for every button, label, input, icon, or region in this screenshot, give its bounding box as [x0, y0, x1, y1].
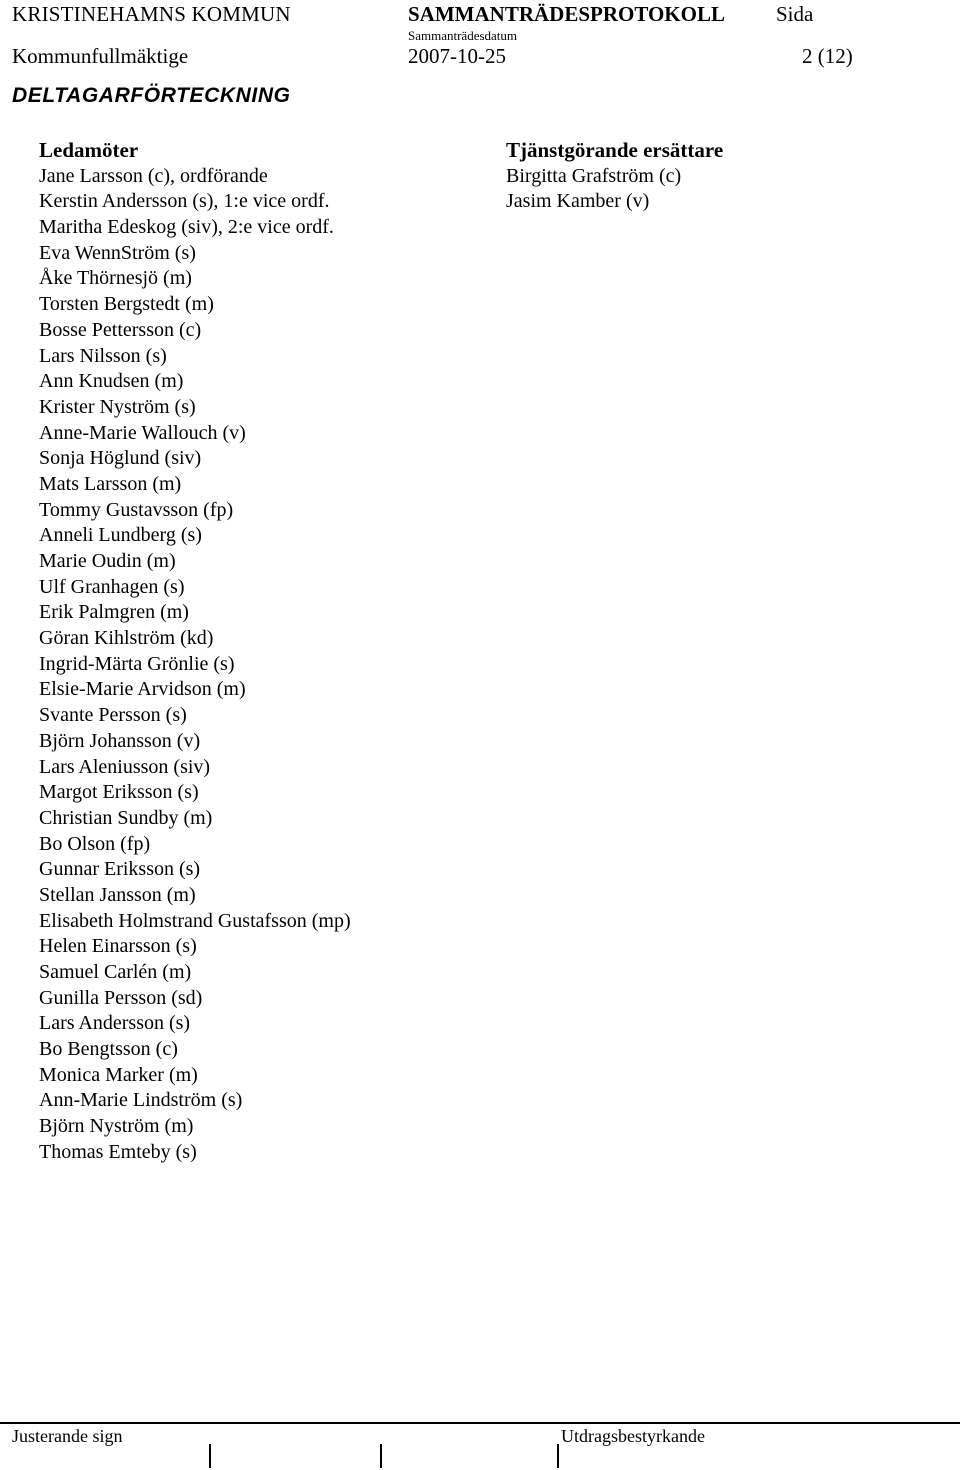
page-number: 2 (12) [802, 44, 853, 68]
meeting-date: 2007-10-25 [408, 44, 506, 68]
page-label: Sida [776, 2, 814, 26]
list-item: Maritha Edeskog (siv), 2:e vice ordf. [39, 216, 334, 239]
signature-box-divider [380, 1444, 382, 1468]
list-item: Birgitta Grafström (c) [506, 164, 682, 187]
list-item: Lars Aleniusson (siv) [39, 755, 211, 778]
list-item: Elsie-Marie Arvidson (m) [39, 678, 246, 701]
list-item: Samuel Carlén (m) [39, 961, 192, 983]
list-item: Tommy Gustavsson (fp) [39, 498, 234, 521]
list-item: Torsten Bergstedt (m) [39, 293, 214, 316]
section-title: DELTAGARFÖRTECKNING [12, 84, 291, 107]
list-item: Kerstin Andersson (s), 1:e vice ordf. [39, 190, 330, 213]
list-item: Stellan Jansson (m) [39, 883, 196, 906]
list-item: Ingrid-Märta Grönlie (s) [39, 652, 235, 675]
list-item: Margot Eriksson (s) [39, 781, 199, 804]
list-item: Ulf Granhagen (s) [39, 575, 185, 598]
list-item: Lars Andersson (s) [39, 1012, 191, 1035]
list-item: Björn Johansson (v) [39, 729, 201, 752]
list-item: Åke Thörnesjö (m) [39, 267, 192, 290]
list-item: Göran Kihlström (kd) [39, 627, 214, 650]
signature-box-divider [557, 1444, 559, 1468]
list-item: Bo Bengtsson (c) [39, 1038, 178, 1061]
list-item: Anne-Marie Wallouch (v) [39, 421, 246, 444]
list-item: Elisabeth Holmstrand Gustafsson (mp) [39, 909, 351, 932]
list-item: Helen Einarsson (s) [39, 935, 197, 958]
list-item: Thomas Emteby (s) [39, 1140, 197, 1163]
list-item: Svante Persson (s) [39, 704, 187, 727]
list-item: Erik Palmgren (m) [39, 601, 189, 624]
list-item: Christian Sundby (m) [39, 806, 213, 829]
document-type: SAMMANTRÄDESPROTOKOLL [408, 2, 725, 26]
members-heading: Ledamöter [39, 138, 139, 162]
list-item: Jane Larsson (c), ordförande [39, 164, 268, 187]
list-item: Gunnar Eriksson (s) [39, 858, 201, 881]
list-item: Jasim Kamber (v) [506, 190, 650, 213]
list-item: Ann Knudsen (m) [39, 370, 184, 393]
extract-label: Utdragsbestyrkande [561, 1426, 705, 1446]
list-item: Björn Nyström (m) [39, 1115, 194, 1138]
list-item: Bosse Pettersson (c) [39, 318, 202, 341]
list-item: Mats Larsson (m) [39, 472, 182, 495]
substitutes-column [506, 138, 723, 215]
signature-box-divider [209, 1444, 211, 1468]
members-column [39, 138, 351, 1166]
organization-name: KRISTINEHAMNS KOMMUN [12, 2, 291, 26]
list-item: Sonja Höglund (siv) [39, 447, 202, 470]
list-item: Gunilla Persson (sd) [39, 986, 203, 1009]
list-item: Monica Marker (m) [39, 1063, 198, 1086]
list-item: Bo Olson (fp) [39, 832, 151, 855]
members-list [39, 164, 351, 1166]
list-item: Lars Nilsson (s) [39, 344, 167, 367]
substitutes-heading: Tjänstgörande ersättare [506, 138, 724, 162]
meeting-date-label: Sammanträdesdatum [408, 28, 518, 43]
list-item: Krister Nyström (s) [39, 395, 196, 418]
sign-label: Justerande sign [12, 1426, 123, 1446]
list-item: Marie Oudin (m) [39, 550, 176, 572]
list-item: Anneli Lundberg (s) [39, 524, 202, 547]
list-item: Eva WennStröm (s) [39, 241, 196, 264]
list-item: Ann-Marie Lindström (s) [39, 1089, 243, 1112]
assembly-name: Kommunfullmäktige [12, 44, 189, 68]
footer-divider [0, 1422, 960, 1424]
substitutes-list [506, 164, 723, 215]
